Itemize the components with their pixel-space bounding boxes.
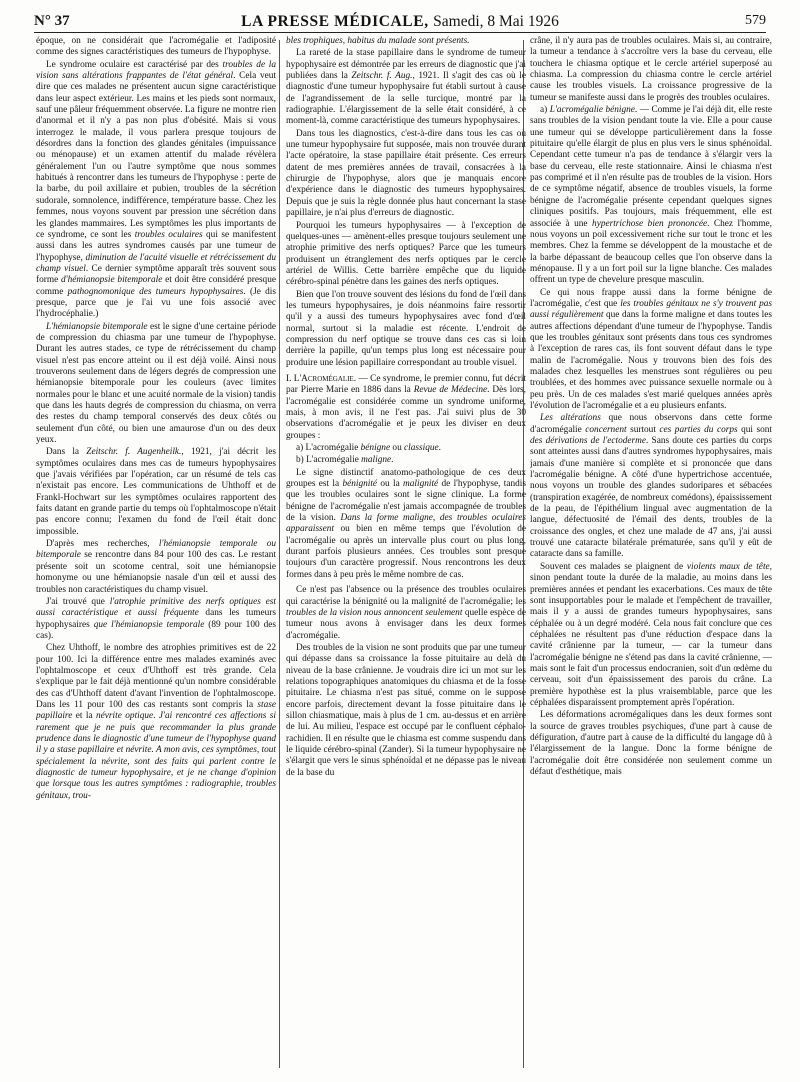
page-header xyxy=(34,10,766,33)
paragraph xyxy=(36,447,276,538)
italic-run: pathognomonique des tumeurs hypophysaires xyxy=(67,286,244,297)
italic-run: bénigne xyxy=(360,443,391,454)
text-column-1 xyxy=(36,36,276,1074)
italic-run: J'ai rencontré ces affections si rarement que je ne puis que recommander la plus grande prudence dans le diagnostic d'une tumeur de l'hypophyse quand il y a stase papillaire et névrite. A mon avis, ces symptômes, tout spécialement la névrite, sont des faits qui parlent contre le diagnostic de tumeur hypophysaire, et je ne change d'opinion que lorsque tous les autres symptômes : radiographie, troubles génitaux, trou- xyxy=(36,711,276,801)
text-run: Souvent ces malades se plaignent de xyxy=(540,561,687,572)
paragraph: époque, on ne considérait que l'acromégalie et l'adiposité comme des signes caractéristiques des tumeurs de l'hypophyse. xyxy=(36,36,276,58)
paragraph xyxy=(530,105,772,287)
text-run: , sinon pendant toute la durée de la maladie, au moins dans les premières années et pendant les exacerbations. Ces maux de tête sont insupportables pour le malade et l'empêchent de travailler, mais il y a aussi de grandes tumeurs hypophysaires, sans céphalée ou à un degré modéré. Cela nous fait conclure que ces céphalées ne résultent pas d'une réduction d'espace dans la cavité crânienne par la tumeur, — car la tumeur dans l'acromégalie bénigne ne s'étend pas dans la cavité crânienne, — mais sont le fait d'un processus endocranien, soit d'un œdème du cerveau, soit d'un épaississement des parois du crâne. La première hypothèse est la plus vraisemblable, parce que les céphalées disparaissent promptement après l'opération. xyxy=(530,561,772,708)
list-item xyxy=(286,455,526,466)
paragraph xyxy=(530,562,772,709)
page-number: 579 xyxy=(745,13,766,28)
italic-run: Dans la forme maligne, des troubles oculaires apparaissent xyxy=(286,513,526,535)
paragraph xyxy=(286,585,526,642)
paragraph: Dans tous les diagnostics, c'est-à-dire dans tous les cas où une tumeur hypophysaire fut supposée, mais non trouvée durant l'acte opératoire, la stase papillaire était présente. Ces erreurs datent de mes premières années de travail, consacrées à la chirurgie de l'hypophyse, alors que je manquais encore d'expérience dans le diagnostic des tumeurs hypophysaires. Depuis que je suis la règle donnée plus haut concernant la stase papillaire, je n'ai plus d'erreurs de diagnostic. xyxy=(286,128,526,219)
italic-run: névrite optique xyxy=(96,711,154,722)
italic-run: diminution de l'acuité visuelle et rétrécissement du champ visuel xyxy=(36,252,276,274)
text-run: . Ce dernier symptôme apparaît très souvent sous forme xyxy=(36,263,276,286)
text-run: Le syndrome oculaire est caractérisé par des xyxy=(46,59,223,70)
text-run: qui se manifestent aussi dans les autres syndromes causés par une tumeur de l'hypophyse, xyxy=(36,229,276,263)
text-run: J'ai trouvé que xyxy=(46,596,110,607)
paragraph: Pourquoi les tumeurs hypophysaires — à l'exception de quelques-unes — amènent-elles presque toujours seulement une atrophie primitive des nerfs optiques? Parce que les tumeurs produisent un étranglement des nerfs optiques par le cercle artériel de Willis. Cette barrière empêche que du liquide cérébro-spinal pénètre dans les gaines des nerfs optiques. xyxy=(286,220,526,288)
text-run: a) L'acromégalie xyxy=(296,443,361,454)
text-run: Ce n'est pas l'absence ou la présence des troubles oculaires qui caractérise la bénignité ou la malignité de l'acromégalie; les xyxy=(286,585,526,607)
italic-run: concernent xyxy=(585,424,627,435)
text-column-3 xyxy=(530,36,772,1074)
heading-run: Acromégalie xyxy=(301,373,354,384)
text-run: . Cela veut dire que ces malades ne présentent aucun signe caractéristique dans leur aspect extérieur. Les mains et les pieds sont normaux, sauf une pâleur fréquemment observée. La figure ne montre rien d'anormal et il n'y a pas non plus d'obésité. Mais si vous interrogez le malade, il vous parlera presque toujours de désordres dans la fonction des glandes génitales (impuissance ou ménopause) et un examen attentif du malade révèlera généralement l'un ou l'autre symptôme que nous sommes habitués à rencontrer dans les tumeurs de l'hypophyse : perte de la barbe, du poil axillaire et pubien, troubles de la sécrétion sudorale, somnolence, indifférence, température basse. Chez les femmes, nous voyons souvent par pression une sécrétion dans les glandes mammaires. Les symptômes les plus importants de ce syndrome, ce sont les xyxy=(36,71,276,240)
paragraph: Bien que l'on trouve souvent des lésions du fond de l'œil dans les tumeurs hypophysaires, je dois néanmoins faire ressortir qu'il y a aussi des tumeurs hypophysaires avec fond d'œil normal, surtout si la maladie est récente. L'endroit de compression du nerf optique se trouve dans ces cas si loin derrière la papille, qu'un temps plus long est nécessaire pour produire une lésion papillaire correspondant au trouble visuel. xyxy=(286,289,526,368)
text-run: quelle espèce de tumeur nous avons à envisager dans les deux formes d'acromégalie. xyxy=(286,607,526,641)
paragraph xyxy=(286,48,526,127)
italic-run: hypertrichose bien prononcée xyxy=(592,218,708,229)
italic-run: bénignité xyxy=(342,479,378,490)
paragraph xyxy=(36,597,276,642)
text-run: Dans la xyxy=(46,447,87,458)
italic-run: d'hémianopsie bitemporale xyxy=(61,275,163,286)
text-run: D'après mes recherches, xyxy=(46,539,159,550)
italic-run: Les altérations xyxy=(540,413,601,424)
paragraph xyxy=(530,413,772,560)
issue-number: N° 37 xyxy=(34,13,70,29)
text-run: La rareté de la stase papillaire dans le syndrome de tumeur hypophysaire est démontrée par les erreurs de diagnostic que j'ai publiées dans la xyxy=(286,48,526,82)
paragraph: crâne, il n'y aura pas de troubles oculaires. Mais si, au contraire, la tumeur a tendance à s'accroître vers la base du cerveau, elle touchera le chiasma optique et le cercle artériel superposé au chiasma. La compression du chiasma contre le cercle artériel cause les troubles visuels. La croissance progressive de la tumeur se manifeste aussi dans le progrès des troubles oculaires. xyxy=(530,36,772,103)
italic-run: violents maux de tête xyxy=(686,561,770,572)
text-run: . — Ce syndrome, le premier connu, fut décrit par Pierre Marie en 1886 dans la xyxy=(286,373,526,396)
italic-run: troubles de la vision nous annoncent seulement xyxy=(286,607,463,618)
text-run: Chez Uhthoff, le nombre des atrophies primitives est de 22 pour 100. Ici la différence entre mes malades examinés avec l'ophtalmoscope et ceux d'Uhthoff est très grande. Cela s'explique par le fait déjà mentionné qu'un nombre considérable des cas d'Uhthoff datent d'avant l'invention de l'ophtalmoscope. Dans les 11 pour 100 des cas restants sont compris la xyxy=(36,643,276,710)
italic-run: L'acromégalie bénigne xyxy=(549,105,635,116)
text-run: ou xyxy=(390,443,405,454)
paragraph: Des troubles de la vision ne sont produits que par une tumeur qui dépasse dans sa croissance la fosse pituitaire au delà du niveau de la base crânienne. Je voudrais dire ici un mot sur les relations topographiques anatomiques du chiasma et de la fosse pituitaire. Le chiasma n'est pas situé, comme on le suppose encore parfois, directement devant la fosse pituitaire dans le sillon chiasmatique, mais à plus de 1 cm. au-dessus et en arrière de lui. Au milieu, l'espace est occupé par le confluent céphalo-rachidien. Il en résulte que le chiasma est comme suspendu dans le liquide cérébro-spinal (Zander). Si la tumeur hypophysaire ne s'élargit que vers le sinus sphénoïdal et ne dépasse pas le niveau de la base du xyxy=(286,642,526,778)
journal-title-line xyxy=(34,13,766,31)
italic-run: l'hémianopsie temporale ou bitemporale xyxy=(36,539,276,561)
text-run: . xyxy=(153,711,159,722)
text-run: . — Comme je l'ai déjà dit, elle reste sans troubles de la vision pendant toute la vie. Elle a pour cause une tumeur qui se développe particulièrement dans la fosse pituitaire qu'elle élargit de plus en plus vers le sinus sphénoïdal. Cependant cette tumeur n'a pas de tendance à s'élargir vers la base du cerveau, elle reste stationnaire. Ainsi le chiasma n'est pas comprimé et il n'en résulte pas de troubles de la vision. Hors de ce symptôme négatif, absence de troubles visuels, la forme bénigne de l'acromégalie présente cependant quelques signes cliniques positifs. Pas toujours, mais fréquemment, elle est associée à une xyxy=(530,105,772,229)
text-run: et doit être considéré presque comme xyxy=(36,275,276,297)
text-run: (89 pour 100 des cas). xyxy=(36,619,276,641)
text-run: surtout xyxy=(626,424,660,435)
text-run: que dans la forme maligne et dans toutes les autres affections dépendant d'une tumeur de l'hypophyse. Tandis que les troubles génitaux sont présents dans tous ces syndromes à l'exception de rares cas, ils font souvent défaut dans le type malin de l'acromégalie. Nous y trouvons bien des fois des malades chez lesquelles les menstrues sont régulières ou peu troublées, et des hommes avec puissance sexuelle normale ou à peu près. Un de ces malades s'est marié quelques années après l'évolution de l'acromégalie et a eu plusieurs enfants. xyxy=(530,310,772,411)
text-run: Ce qui nous frappe aussi dans la forme bénigne de l'acromégalie, c'est que xyxy=(530,287,772,309)
italic-run: Zeitschr. f. Augenheilk. xyxy=(86,447,182,458)
text-run: a) xyxy=(540,105,550,116)
text-run: Le signe distinctif anatomo-pathologique de ces deux groupes est la xyxy=(286,467,526,490)
text-run: que nous observons dans cette forme d'acromégalie xyxy=(530,413,772,435)
italic-run: classique xyxy=(404,443,439,454)
journal-title: LA PRESSE MÉDICALE, xyxy=(241,13,429,30)
paragraph xyxy=(36,60,276,321)
list-item xyxy=(286,443,526,454)
text-run: de l'hypophyse, tandis que les troubles oculaires sont le signe clinique. La forme bénigne de l'acromégalie n'est jamais accompagnée de troubles de la vision. xyxy=(286,479,526,524)
italic-run: ces parties du corps xyxy=(659,424,738,435)
paragraph xyxy=(286,36,526,47)
text-run: I. L' xyxy=(286,373,302,384)
paragraph xyxy=(36,643,276,802)
text-column-2 xyxy=(286,36,526,1074)
paragraph xyxy=(36,539,276,596)
paragraph xyxy=(530,288,772,413)
text-run: . Sans doute ces parties du corps sont atteintes aussi dans d'autres syndromes hypophysaires, mais jamais d'une manière si complète et si prononcée que dans l'acromégalie bénigne. A côté d'une hypertrichose accentuée, nous voyons un trouble des glandes sudoripares et sébacées (transpiration exagérée, de nombreux comédons), épaississement de la peau, de l'épithélium lingual avec augmentation de la langue, défectuosité de l'émail des dents, troubles de la croissance des ongles, et chez une malade de 47 ans, j'ai aussi trouvé une cataracte bilatérale prématurée, sans qu'il y eût de cataracte dans sa famille. xyxy=(530,436,772,560)
text-run: ou la xyxy=(377,479,404,490)
text-run: et la xyxy=(72,711,97,722)
text-run: ou bien en même temps que l'évolution de l'acromégalie ou après un intervalle plus court ou plus long, durant parfois plusieurs années. Ces troubles sont presque toujours d'un caractère progressif. Nous rencontrons les deux formes dans à peu près le même nombre de cas. xyxy=(286,524,526,580)
issue-date: Samedi, 8 Mai 1926 xyxy=(433,13,559,30)
section-heading-acromegalie xyxy=(286,374,526,442)
italic-run: l'atrophie primitive des nerfs optiques est aussi caractéristique et aussi fréquente xyxy=(36,596,276,619)
paragraph: Les déformations acromégaliques dans les deux formes sont la source de graves troubles psychiques, d'une part à cause de défiguration, d'autre part à cause de la difficulté du langage dû à l'élargissement de la langue. Donc la forme bénigne de l'acromégalie doit être considérée non seulement comme un défaut d'esthétique, mais xyxy=(530,710,772,777)
text-run: , 1921, j'ai décrit les symptômes oculaires dans mes cas de tumeurs hypophysaires que j'avais vérifiées par l'opération, car un résumé de tels cas n'existait pas encore. Les communications de Uhthoff et de Frankl-Hochwart sur les symptômes oculaires rapportent des faits datant en grande partie du temps où l'ophtalmoscope n'était pas encore connu; l'examen du fond de l'œil était donc impossible. xyxy=(36,447,276,537)
italic-run: les troubles génitaux ne s'y trouvent pas aussi régulièrement xyxy=(530,298,772,321)
italic-run: Zeitschr. f. Aug. xyxy=(351,71,413,82)
paragraph xyxy=(286,468,526,581)
italic-run: bles trophiques, habitus du malade sont présents. xyxy=(286,36,470,46)
italic-run: stase papillaire xyxy=(36,699,276,722)
column-rule xyxy=(279,40,280,1068)
text-run: dans les tumeurs hypophysaires xyxy=(36,608,276,630)
text-run: . (Je dis presque, parce que je l'ai vu une fois associé avec l'hydrocéphalie.) xyxy=(36,286,276,320)
italic-run: que l'hémianopsie temporale xyxy=(93,619,205,630)
italic-run: malignité xyxy=(403,479,439,490)
text-run: b) L'acromégalie xyxy=(296,455,362,466)
text-run: . Chez l'homme, nous voyons un poil excessivement riche sur tout le tronc et les membres. Chez la femme se développent de la moustache et de la barbe dépassant de beaucoup celles que l'on observe dans la ménopause. Il y a un fort poil sur la ligne blanche. Ces malades offrent un type de chevelure presque masculin. xyxy=(530,218,772,286)
text-run: , 1921. Il s'agit des cas où le diagnostic d'une tumeur hypophysaire fut établi surtout à cause de l'agrandissement de la selle turcique, montré par la radiographie. L'élargissement de la selle était considéré, à ce moment-là, comme caractéristique des tumeurs hypophysaires. xyxy=(286,71,526,127)
text-run: . xyxy=(438,443,441,454)
italic-run: troubles oculaires xyxy=(134,229,203,240)
italic-run: des dérivations de l'ectoderme xyxy=(530,436,646,447)
italic-run: troubles de la vision sans altérations frappantes de l'état général xyxy=(36,59,276,82)
text-run: qui sont xyxy=(737,424,772,435)
italic-run: maligne xyxy=(361,455,392,466)
italic-run: Revue de Médecine xyxy=(413,385,488,396)
paragraph xyxy=(36,322,276,447)
text-run: se rencontre dans 84 pour 100 des cas. Le restant présente soit un scotome central, soit une hémianopsie homonyme ou une hémianopsie nasale d'un œil et aussi des troubles non caractéristiques du champ visuel. xyxy=(36,550,276,595)
text-run: est le signe d'une certaine période de compression du chiasma par une tumeur de l'hypophyse. Durant les autres stades, ce type de rétrécissement du champ visuel n'est pas encore atteint ou il est déjà voilé. Ainsi nous trouverons seulement dans de légers degrés de compression une hémianopsie bitemporale pour les couleurs (avec limites normales pour le blanc et une acuité normale de la vision) tandis que dans les hauts degrés de compression du chiasma, on verra des restes du champ temporal conservés des deux côtés ou seulement d'un côté, ou bien une amaurose d'un ou des deux yeux. xyxy=(36,321,276,446)
text-run: . xyxy=(391,455,394,466)
italic-run: L'hémianopsie bitemporale xyxy=(46,321,148,332)
text-run: . Dès lors, l'acromégalie est considérée comme un syndrome uniforme, mais, à mon avis, il ne l'est pas. J'ai suivi plus de 30 observations d'acromégalie et je peux les diviser en deux groupes : xyxy=(286,385,526,441)
